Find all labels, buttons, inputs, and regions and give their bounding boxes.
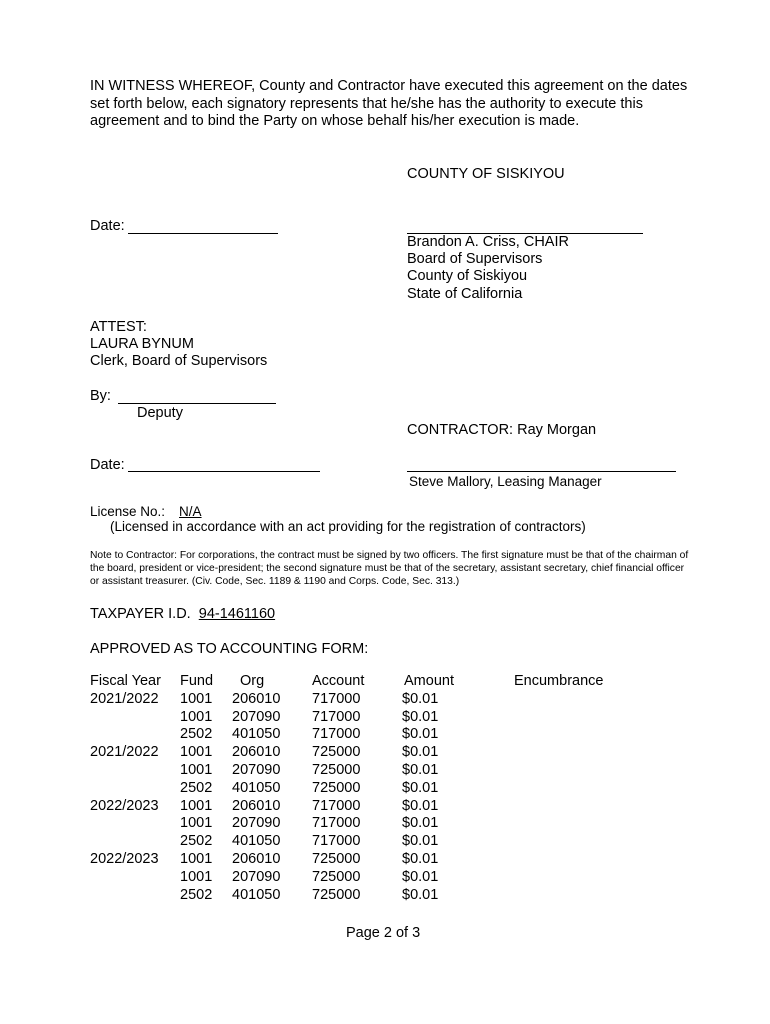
table-row	[88, 691, 634, 709]
header-account: Account	[312, 673, 365, 689]
cell-account: 725000	[312, 744, 361, 761]
table-row	[88, 851, 634, 869]
cell-account: 717000	[312, 833, 361, 850]
cell-encumbrance	[514, 815, 634, 833]
cell-account: 717000	[312, 690, 361, 707]
cell-amount: $0.01	[402, 744, 439, 761]
cell-amount: $0.01	[402, 886, 439, 903]
cell-org: 206010	[232, 797, 281, 814]
cell-amount: $0.01	[402, 833, 439, 850]
cell-amount: $0.01	[402, 797, 439, 814]
witness-paragraph: IN WITNESS WHEREOF, County and Contractor have executed this agreement on the dates set forth below, each signatory represents that he/she has the authority to execute this agreement and to bind the Party on whose behalf his/her execution is made.	[90, 78, 688, 129]
county-heading: COUNTY OF SISKIYOU	[407, 166, 565, 182]
cell-fiscal-year	[88, 726, 180, 744]
cell-fund: 2502	[180, 833, 213, 850]
cell-amount: $0.01	[402, 690, 439, 707]
header-amount: Amount	[404, 673, 454, 689]
table-row	[88, 869, 634, 887]
county-date-line[interactable]	[128, 233, 278, 234]
cell-fund: 1001	[180, 850, 213, 867]
cell-encumbrance	[514, 762, 634, 780]
county-date-label: Date:	[90, 218, 125, 234]
cell-encumbrance	[514, 833, 634, 851]
table-row	[88, 798, 634, 816]
cell-account: 717000	[312, 797, 361, 814]
county-signer-name: Brandon A. Criss, CHAIR	[407, 234, 569, 250]
contractor-signer: Steve Mallory, Leasing Manager	[409, 474, 602, 489]
cell-org: 206010	[232, 744, 281, 761]
table-row	[88, 709, 634, 727]
attest-deputy-label: Deputy	[137, 405, 183, 421]
cell-encumbrance	[514, 851, 634, 869]
cell-fiscal-year: 2022/2023	[90, 850, 159, 867]
contractor-signature-line[interactable]	[407, 471, 676, 472]
attest-clerk-name: LAURA BYNUM	[90, 336, 194, 352]
cell-encumbrance	[514, 887, 634, 905]
table-row	[88, 726, 634, 744]
approved-heading: APPROVED AS TO ACCOUNTING FORM:	[90, 641, 369, 657]
page-number: Page 2 of 3	[346, 925, 421, 941]
cell-org: 206010	[232, 690, 281, 707]
cell-fiscal-year: 2022/2023	[90, 797, 159, 814]
contractor-date-label: Date:	[90, 457, 125, 473]
cell-org: 207090	[232, 708, 281, 725]
cell-amount: $0.01	[402, 761, 439, 778]
cell-encumbrance	[514, 798, 634, 816]
cell-account: 725000	[312, 850, 361, 867]
cell-fund: 2502	[180, 779, 213, 796]
attest-by-line[interactable]	[118, 403, 276, 404]
cell-fund: 1001	[180, 797, 213, 814]
attest-label: ATTEST:	[90, 319, 147, 335]
cell-org: 206010	[232, 850, 281, 867]
cell-fiscal-year: 2021/2022	[90, 744, 159, 761]
cell-encumbrance	[514, 780, 634, 798]
cell-amount: $0.01	[402, 708, 439, 725]
cell-fund: 1001	[180, 868, 213, 885]
header-org: Org	[240, 673, 265, 689]
cell-encumbrance	[514, 744, 634, 762]
cell-amount: $0.01	[402, 868, 439, 885]
header-fund: Fund	[180, 673, 214, 689]
contractor-heading: CONTRACTOR: Ray Morgan	[407, 422, 597, 438]
table-row	[88, 744, 634, 762]
cell-encumbrance	[514, 726, 634, 744]
cell-encumbrance	[514, 869, 634, 887]
cell-org: 401050	[232, 886, 281, 903]
note-to-contractor: Note to Contractor: For corporations, the contract must be signed by two officers. The first signature must be that of the chairman of the board, president or vice-president; the second signature must be that of the secretary, assistant secretary, chief financial officer or assistant treasurer. (Civ. Code, Sec. 1189 & 1190 and Corps. Code, Sec. 313.)	[90, 550, 689, 587]
license-value: N/A	[179, 504, 202, 519]
cell-encumbrance	[514, 691, 634, 709]
header-fiscal-year: Fiscal Year	[90, 673, 161, 689]
attest-by-label: By:	[90, 388, 111, 404]
cell-fiscal-year	[88, 780, 180, 798]
cell-fiscal-year	[88, 833, 180, 851]
cell-account: 725000	[312, 886, 361, 903]
cell-fiscal-year	[88, 869, 180, 887]
cell-org: 401050	[232, 726, 281, 743]
county-signer-board: Board of Supervisors	[407, 251, 543, 267]
cell-fund: 2502	[180, 726, 213, 743]
cell-amount: $0.01	[402, 779, 439, 796]
taxpayer-label: TAXPAYER I.D.	[90, 606, 191, 622]
accounting-table	[88, 673, 634, 904]
cell-fund: 2502	[180, 886, 213, 903]
table-row	[88, 833, 634, 851]
cell-fund: 1001	[180, 744, 213, 761]
cell-amount: $0.01	[402, 850, 439, 867]
county-signer-state: State of California	[407, 286, 523, 302]
contractor-date-line[interactable]	[128, 471, 320, 472]
cell-fiscal-year: 2021/2022	[90, 690, 159, 707]
cell-org: 207090	[232, 761, 281, 778]
cell-account: 717000	[312, 815, 361, 832]
license-label: License No.:	[90, 504, 166, 519]
cell-account: 717000	[312, 708, 361, 725]
cell-fund: 1001	[180, 815, 213, 832]
county-signer-county: County of Siskiyou	[407, 268, 528, 284]
table-row	[88, 887, 634, 905]
cell-fund: 1001	[180, 708, 213, 725]
cell-org: 207090	[232, 868, 281, 885]
cell-account: 725000	[312, 761, 361, 778]
attest-clerk-title: Clerk, Board of Supervisors	[90, 353, 268, 369]
table-row	[88, 815, 634, 833]
accounting-table-header	[88, 673, 634, 691]
taxpayer-value: 94-1461160	[198, 606, 276, 622]
cell-encumbrance	[514, 709, 634, 727]
cell-account: 717000	[312, 726, 361, 743]
cell-fiscal-year	[88, 815, 180, 833]
table-row	[88, 780, 634, 798]
license-note: (Licensed in accordance with an act providing for the registration of contractors)	[110, 519, 586, 534]
cell-amount: $0.01	[402, 815, 439, 832]
cell-org: 401050	[232, 779, 281, 796]
cell-amount: $0.01	[402, 726, 439, 743]
cell-fiscal-year	[88, 709, 180, 727]
cell-account: 725000	[312, 868, 361, 885]
table-row	[88, 762, 634, 780]
cell-fund: 1001	[180, 690, 213, 707]
cell-fund: 1001	[180, 761, 213, 778]
cell-fiscal-year	[88, 762, 180, 780]
cell-account: 725000	[312, 779, 361, 796]
header-encumbrance: Encumbrance	[514, 673, 604, 689]
cell-fiscal-year	[88, 887, 180, 905]
cell-org: 207090	[232, 815, 281, 832]
cell-org: 401050	[232, 833, 281, 850]
